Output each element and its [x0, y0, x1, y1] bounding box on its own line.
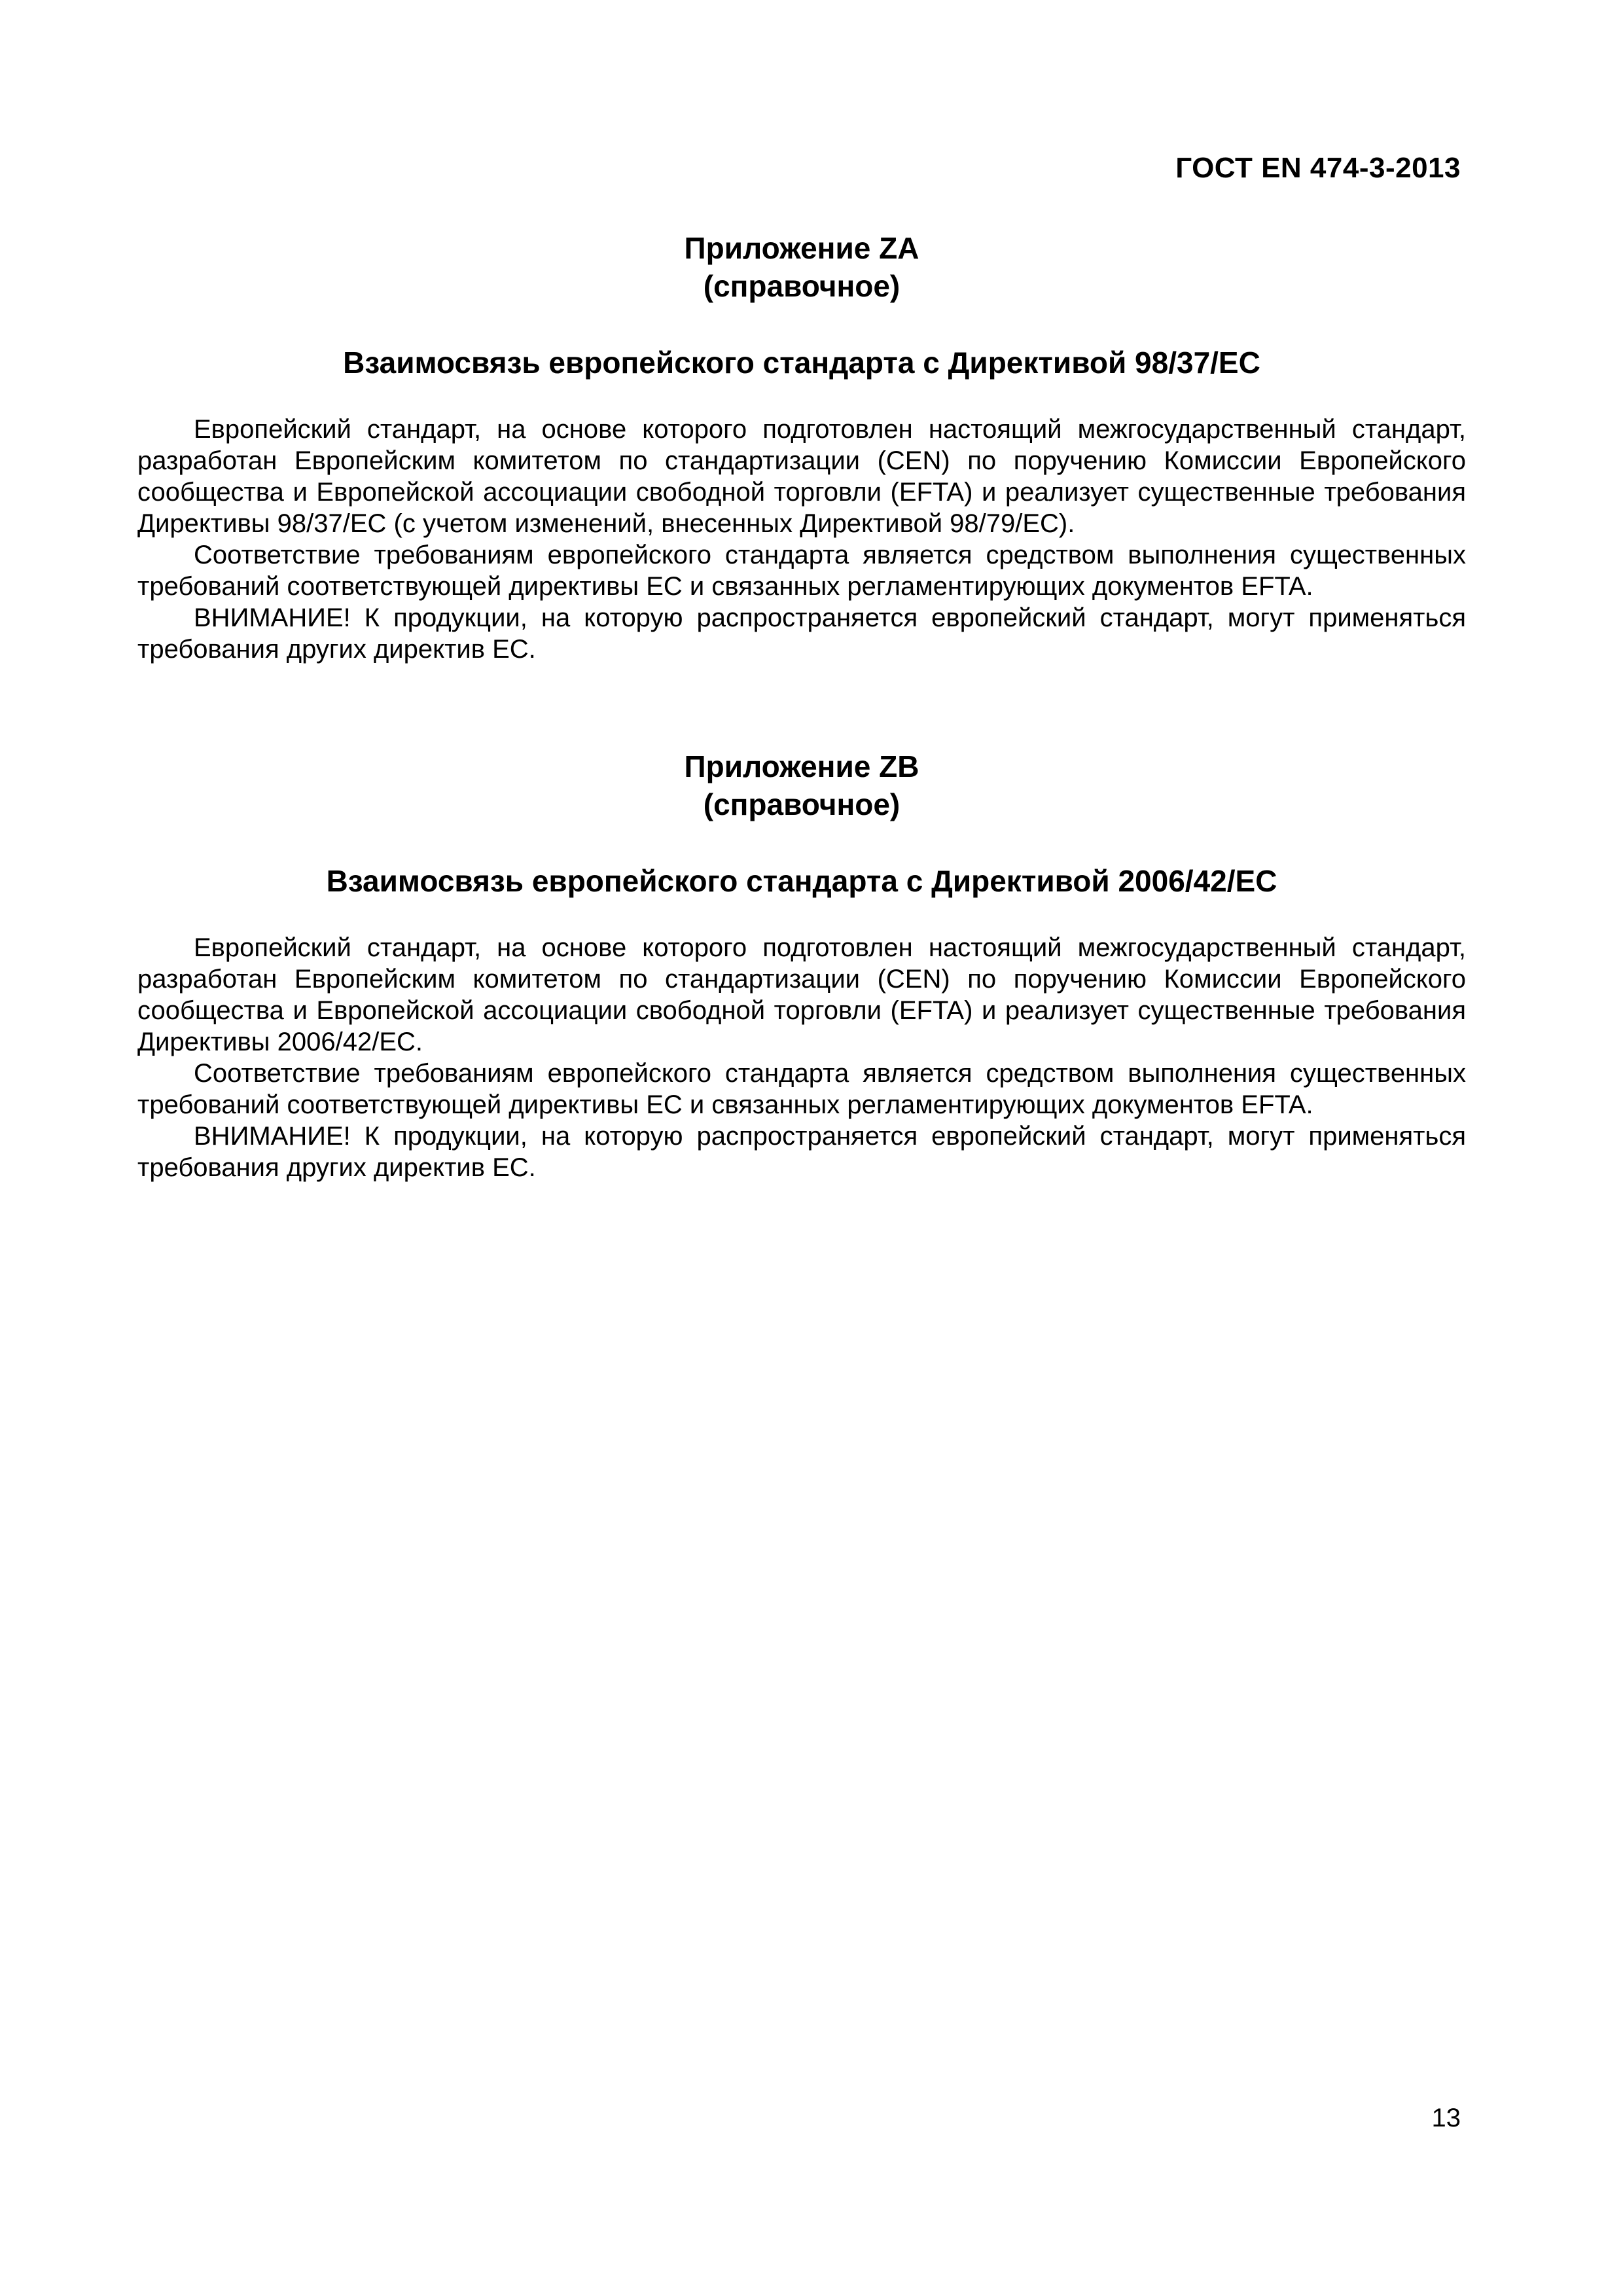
- page-number: 13: [1431, 2104, 1461, 2132]
- annex-paragraph: Соответствие требованиям европейского стандарта является средством выполнения существенных требований соответствующей директивы ЕС и связанных регламентирующих документов EFTA.: [137, 1059, 1466, 1119]
- annex-paragraph: ВНИМАНИЕ! К продукции, на которую распространяется европейский стандарт, могут применяться требования других директив ЕС.: [137, 603, 1466, 664]
- annex-paragraph: ВНИМАНИЕ! К продукции, на которую распространяется европейский стандарт, могут применяться требования других директив ЕС.: [137, 1122, 1466, 1182]
- annex-subtitle: (справочное): [703, 269, 901, 303]
- annex-paragraph: Европейский стандарт, на основе которого подготовлен настоящий межгосударственный стандарт, разработан Европейским комитетом по стандартизации (CEN) по поручению Комиссии Европейского сообщества и Европейской ассоциации свободной торговли (EFTA) и реализует существенные требования Директивы 2006/42/ЕС.: [137, 933, 1466, 1056]
- annex-paragraph: Соответствие требованиям европейского стандарта является средством выполнения существенных требований соответствующей директивы ЕС и связанных регламентирующих документов EFTA.: [137, 541, 1466, 601]
- document-code: ГОСТ EN 474-3-2013: [1175, 152, 1461, 184]
- annex-zb: [137, 747, 1466, 1183]
- annex-paragraph: Европейский стандарт, на основе которого подготовлен настоящий межгосударственный стандарт, разработан Европейским комитетом по стандартизации (CEN) по поручению Комиссии Европейского сообщества и Европейской ассоциации свободной торговли (EFTA) и реализует существенные требования Директивы 98/37/ЕС (с учетом изменений, внесенных Директивой 98/79/ЕС).: [137, 415, 1466, 538]
- annex-subtitle: (справочное): [703, 787, 901, 821]
- annex-title: Приложение ZB: [684, 749, 919, 783]
- annex-heading: Взаимосвязь европейского стандарта с Директивой 2006/42/ЕС: [326, 864, 1277, 898]
- annex-za: [137, 229, 1466, 665]
- annex-heading: Взаимосвязь европейского стандарта с Директивой 98/37/ЕС: [343, 346, 1260, 380]
- annex-title: Приложение ZA: [684, 231, 919, 265]
